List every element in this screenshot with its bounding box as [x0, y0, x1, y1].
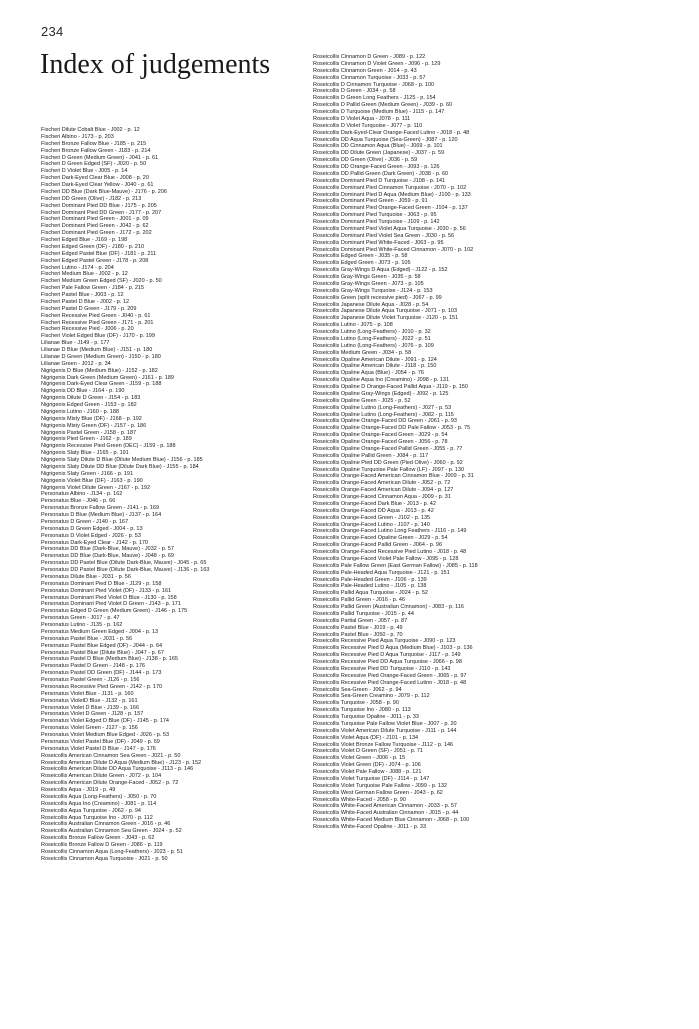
index-entry: Roseicollis Japanese Dilute Violet Turquoise - J120 - p. 151 — [313, 315, 459, 322]
index-entry: Roseicollis Lutino (Long-Feathers) - J010 - p. 32 — [313, 329, 431, 335]
index-entry: Nigrigenis Pastel Green - J158 - p. 187 — [41, 429, 137, 436]
index-entry: Personatus Dominant Pied Violet D Blue - J130 - p. 158 — [41, 594, 177, 601]
index-entry: Roseicollis Recessive Pied Aqua Turquoise - J090 - p. 123 — [313, 638, 456, 645]
index-entry: Lilianae Blue - J149 - p. 177 — [41, 340, 110, 347]
index-entry: Roseicollis Violet Pale Fallow - J088 - p. 121 — [313, 769, 422, 775]
index-entry: Roseicollis Opaline Orange-Faced DD Green - J061 - p. 93 — [313, 418, 457, 425]
index-entry: Personatus Violet Medium Blue Edged - J026 - p. 53 — [41, 732, 170, 738]
index-entry: Fischeri DD Green (Olive) - J182 - p. 213 — [41, 195, 142, 202]
index-entry: Roseicollis Dominant Pied Cinnamon Turquoise - J070 - p. 102 — [313, 184, 467, 191]
index-entry: Personatus D Green Edged - J004 - p. 13 — [41, 525, 143, 532]
index-entry: Roseicollis Edged Green - J035 - p. 58 — [313, 253, 408, 260]
index-entry: Roseicollis Orange-Faced DD Aqua - J013 - p. 42 — [313, 507, 434, 514]
index-entry: Roseicollis Gray-Wings Turquoise - J124 - p. 153 — [313, 287, 433, 294]
index-entry: Roseicollis Opaline D Orange-Faced Pallid Aqua - J119 - p. 150 — [313, 384, 468, 390]
index-entry: Fischeri Recessive Pied Green - J040 - p. 61 — [41, 312, 151, 319]
index-entry: Roseicollis Pastel Blue - J050 - p. 70 — [313, 631, 403, 638]
index-entry: Roseicollis Gray-Wings D Aqua (Edged) - J122 - p. 152 — [313, 267, 448, 274]
index-entry: Roseicollis Pale-Headed Aqua Turquoise - J121 - p. 151 — [313, 569, 450, 576]
index-entry: Roseicollis Medium Green - J034 - p. 58 — [313, 349, 412, 356]
index-entry: Roseicollis Violet American Dilute Turquoise - J111 - p. 144 — [313, 727, 457, 734]
index-entry: Roseicollis Opaline American Dilute - J118 - p. 150 — [313, 363, 437, 370]
index-entry: Roseicollis American Dilute DD Aqua Turquoise - J113 - p. 146 — [41, 766, 194, 773]
index-entry: Fischeri Bronze Fallow Blue - J185 - p. 215 — [41, 140, 147, 147]
index-entry: Roseicollis Cinnamon Aqua (Long-Feathers) - J023 - p. 51 — [41, 848, 183, 855]
index-entry: Roseicollis Aqua - J019 - p. 49 — [41, 787, 116, 793]
index-entry: Roseicollis Aqua (Long-Feathers) - J050 - p. 70 — [41, 793, 157, 800]
index-entry: Roseicollis White-Faced American Cinnamon - J033 - p. 57 — [313, 803, 457, 810]
index-entry: Roseicollis Orange-Faced American Dilute - J052 - p. 72 — [313, 480, 451, 487]
index-entry: Roseicollis D Pallid Green (Medium Green) - J039 - p. 60 — [313, 102, 453, 109]
index-entry: Roseicollis DD Cinnamon Aqua (Blue) - J069 - p. 101 — [313, 143, 443, 150]
index-entry: Nigrigenis Slaty Blue - J165 - p. 191 — [41, 450, 129, 457]
index-entry: Fischeri Dominant Pied DD Green - J177 - p. 207 — [41, 209, 162, 216]
index-entry: Lilianae Green - J012 - p. 34 — [41, 360, 111, 367]
index-entry: Roseicollis Orange-Faced American Dilute - J094 - p. 127 — [313, 487, 454, 494]
index-entry: Personatus Pastel Blue (Dilute Blue) - J047 - p. 67 — [41, 649, 164, 656]
index-entry: Roseicollis American Dilute D Aqua (Medium Blue) - J123 - p. 152 — [41, 759, 202, 766]
index-entry: Fischeri Edged Pastel Blue (DF) - J181 - p. 211 — [41, 250, 157, 257]
index-entry: Roseicollis Recessive Pied Orange-Faced Lutino - J018 - p. 48 — [313, 679, 467, 686]
index-entry: Roseicollis Opaline Pied DD Green (Pied Olive) - J060 - p. 92 — [313, 459, 463, 466]
index-entry: Fischeri Dark-Eyed Clear Blue - J008 - p. 20 — [41, 175, 149, 182]
index-entry: Roseicollis Japanese Dilute Aqua - J028 - p. 54 — [313, 301, 429, 308]
index-entry: Roseicollis Opaline Lutino (Long-Feathers) - J082 - p. 115 — [313, 411, 454, 418]
index-entry: Roseicollis Opaline Gray-Wings (Edged) - J092 - p. 125 — [313, 390, 449, 397]
index-entry: Fischeri Pastel D Blue - J002 - p. 12 — [41, 298, 130, 305]
index-entry: Roseicollis White-Faced - J058 - p. 90 — [313, 796, 406, 803]
index-entry: Roseicollis Dominant Pied White-Faced - J063 - p. 95 — [313, 239, 444, 246]
index-entry: Fischeri Pale Fallow Green - J184 - p. 215 — [41, 285, 145, 292]
index-entry: Personatus Violet D Green - J128 - p. 157 — [41, 711, 144, 718]
index-entry: Fischeri Bronze Fallow Green - J183 - p. 214 — [41, 147, 151, 154]
index-entry: Roseicollis American Dilute Green - J072 - p. 104 — [41, 773, 162, 780]
index-entry: Roseicollis Pale-Headed Lutino - J105 - p. 138 — [313, 583, 427, 590]
index-entry: Roseicollis DD Green (Olive) - J036 - p. 59 — [313, 157, 418, 164]
index-entry: Fischeri Pastel D Green - J179 - p. 209 — [41, 305, 137, 312]
index-entry: Roseicollis Cinnamon D Violet Green - J096 - p. 129 — [313, 60, 441, 67]
index-entry: Fischeri Recessive Pied - J006 - p. 20 — [41, 326, 134, 333]
index-entry: Roseicollis White-Faced Australian Cinnamon - J015 - p. 44 — [313, 810, 459, 817]
index-entry: Personatus DD Blue (Dark-Blue, Mauve) - J048 - p. 69 — [41, 553, 174, 560]
index-entry: Personatus Violet Green - J127 - p. 156 — [41, 725, 138, 732]
index-entry: Roseicollis Recessive Pied D Aqua Turquoise - J117 - p. 149 — [313, 652, 461, 659]
index-entry: Roseicollis Gray-Wings Green - J035 - p. 58 — [313, 274, 421, 280]
index-entry: Roseicollis DD Pallid Green (Dark Green) - J038 - p. 60 — [313, 170, 449, 177]
index-entry: Roseicollis Australian Cinnamon Green - J016 - p. 46 — [41, 821, 171, 828]
index-entry: Nigrigenis Slaty Dilute DD Blue (Dilute Dark Blue) - J155 - p. 184 — [41, 463, 199, 470]
index-entry: Personatus Pastel Green - J126 - p. 156 — [41, 677, 140, 683]
index-entry: Roseicollis Edged Green - J073 - p. 105 — [313, 260, 411, 267]
index-entry: Personatus Violet Pastel Blue (DF) - J049 - p. 69 — [41, 738, 160, 745]
index-entry: Roseicollis Orange-Faced Green - J102 - p. 135 — [313, 514, 431, 521]
index-entry: Roseicollis D Turquoise (Medium Blue) - J115 - p. 147 — [313, 109, 445, 115]
index-entry: Roseicollis Turquoise Ino - J080 - p. 113 — [313, 707, 411, 714]
index-entry: Roseicollis Aqua Turquoise Ino - J070 - p. 112 — [41, 814, 153, 821]
index-entry: Personatus Albino - J134 - p. 162 — [41, 491, 123, 498]
index-entry: Lilianae D Blue (Medium Blue) - J151 - p. 180 — [41, 347, 153, 353]
index-entry: Roseicollis Australian Cinnamon Sea Green - J024 - p. 52 — [41, 828, 182, 835]
index-entry: Roseicollis Opaline Turquoise Pale Fallow (LF) - J097 - p. 130 — [313, 466, 465, 473]
index-entry: Roseicollis Orange-Faced Pallid Green - J064 - p. 96 — [313, 542, 443, 549]
page-title: Index of judgements — [40, 49, 271, 80]
index-entry: Fischeri Edged Green (DF) - J180 - p. 210 — [41, 243, 145, 250]
index-entry: Personatus Bronze Fallow Green - J141 - p. 169 — [41, 505, 160, 512]
index-entry: Fischeri Dominant Pied Green - J172 - p. 202 — [41, 230, 152, 237]
index-entry: Roseicollis DD Orange-Faced Green - J093 - p. 126 — [313, 164, 440, 170]
index-entry: Fischeri Dark-Eyed Clear Yellow - J040 - p. 61 — [41, 182, 154, 188]
page-number: 234 — [41, 24, 64, 39]
index-entry: Fischeri Lutino - J174 - p. 204 — [41, 264, 114, 271]
index-entry: Personatus DD Pastel Blue (Dilute Dark-Blue, Mauve) - J045 - p. 65 — [41, 560, 207, 567]
index-entry: Personatus DD Blue (Dark-Blue, Mauve) - J032 - p. 57 — [41, 546, 174, 553]
index-entry: Roseicollis D Violet Aqua - J078 - p. 111 — [313, 115, 411, 122]
index-entry: Fischeri Medium Blue - J002 - p. 12 — [41, 271, 128, 278]
index-entry: Roseicollis D Green - J034 - p. 58 — [313, 88, 396, 95]
index-entry: Nigrigenis Edged Green - J153 - p. 182 — [41, 402, 137, 408]
index-entry: Roseicollis Violet Green - J006 - p. 15 — [313, 755, 406, 762]
index-entry: Roseicollis Violet Turquoise Pale Fallow - J099 - p. 132 — [313, 782, 448, 789]
index-entry: Personatus Pastel DD Green (DF) - J144 - p. 173 — [41, 670, 162, 677]
index-entry: Roseicollis Sea-Green - J062 - p. 94 — [313, 686, 402, 693]
index-entry: Personatus Violet Pastel D Blue - J147 - p. 176 — [41, 745, 156, 752]
index-entry: Roseicollis Opaline Orange-Faced Pallid Green - J055 - p. 77 — [313, 445, 463, 452]
index-entry: Personatus Violet Edged D Blue (DF) - J145 - p. 174 — [41, 718, 169, 725]
index-entry: Personatus Pastel Blue Edged (DF) - J044 - p. 64 — [41, 642, 163, 649]
index-entry: Nigrigenis Pied Green - J162 - p. 189 — [41, 436, 132, 443]
index-entry: Roseicollis American Cinnamon Sea Green - J021 - p. 50 — [41, 752, 181, 759]
index-entry: Roseicollis D Violet Turquoise - J077 - p. 110 — [313, 122, 423, 129]
index-entry: Roseicollis Orange-Faced American Cinnamon Blue - J009 - p. 31 — [313, 473, 474, 480]
index-entry: Roseicollis Violet Turquoise (DF) - J114 - p. 147 — [313, 775, 430, 782]
index-entry: Roseicollis Cinnamon Green - J014 - p. 43 — [313, 67, 417, 74]
index-entry: Personatus Pastel D Blue (Medium Blue) - J138 - p. 165 — [41, 656, 178, 663]
index-entry: Roseicollis D Cinnamon Turquoise - J068 - p. 100 — [313, 81, 435, 88]
index-entry: Nigrigenis Dilute D Green - J154 - p. 183 — [41, 395, 141, 402]
index-entry: Personatus Lutino - J135 - p. 162 — [41, 622, 123, 628]
index-entry: Nigrigenis Violet Blue (DF) - J163 - p. 190 — [41, 477, 143, 484]
index-entry: Roseicollis Dominant Pied Turquoise - J063 - p. 95 — [313, 212, 437, 219]
index-entry: Nigrigenis Dark Green (Medium Green) - J161 - p. 189 — [41, 374, 174, 381]
index-entry: Roseicollis Japanese Dilute Aqua Turquoise - J071 - p. 103 — [313, 308, 458, 315]
index-entry: Nigrigenis Dark-Eyed Clear Green - J159 - p. 188 — [41, 381, 162, 388]
index-entry: Personatus Pastel Blue - J031 - p. 56 — [41, 635, 133, 642]
index-entry: Roseicollis Opaline Orange-Faced Green - J029 - p. 54 — [313, 432, 448, 439]
index-entry: Personatus Green - J017 - p. 47 — [41, 615, 120, 622]
index-entry: Roseicollis Turquoise Opaline - J011 - p. 33 — [313, 714, 419, 720]
index-entry: Personatus Dilute Blue - J031 - p. 56 — [41, 573, 131, 580]
index-entry: Roseicollis Opaline Orange-Faced Green - J056 - p. 78 — [313, 439, 448, 445]
index-entry: Fischeri Edged Blue - J169 - p. 198 — [41, 237, 128, 243]
index-entry: Fischeri D Green (Medium Green) - J041 - p. 61 — [41, 154, 159, 161]
index-entry: Roseicollis Orange-Faced Dark Blue - J013 - p. 42 — [313, 500, 436, 507]
index-entry: Roseicollis Cinnamon Turquoise - J033 - p. 57 — [313, 74, 426, 81]
index-entry: Roseicollis Pale Fallow Green (East German Fallow) - J085 - p. 118 — [313, 562, 478, 569]
index-entry: Roseicollis Pale-Headed Green - J106 - p. 139 — [313, 576, 427, 583]
index-entry: Roseicollis Recessive Pied DD Aqua Turquoise - J066 - p. 98 — [313, 659, 462, 665]
index-entry: Roseicollis Pallid Aqua Turquoise - J024 - p. 52 — [313, 590, 428, 597]
index-entry: Personatus Dominant Pied D Blue - J129 - p. 158 — [41, 580, 162, 587]
index-entry: Roseicollis White-Faced Medium Blue Cinnamon - J068 - p. 100 — [313, 817, 470, 824]
index-entry: Roseicollis Bronze Fallow D Green - J086 - p. 119 — [41, 842, 163, 848]
index-entry: Personatus Blue - J046 - p. 66 — [41, 498, 116, 505]
index-entry: Fischeri Violet Edged Blue (DF) - J170 - p. 199 — [41, 333, 155, 340]
index-entry: Roseicollis Violet Green (DF) - J074 - p. 106 — [313, 762, 421, 769]
index-entry: Roseicollis American Dilute Orange-Faced - J052 - p. 72 — [41, 780, 179, 787]
index-entry: Roseicollis Opaline Aqua Ino (Creamino) - J098 - p. 131 — [313, 377, 450, 384]
index-entry: Roseicollis Orange-Faced Opaline Green - J029 - p. 54 — [313, 535, 448, 542]
index-entry: Nigrigenis Violet Dilute Green - J167 - p. 192 — [41, 484, 151, 491]
index-entry: Roseicollis Cinnamon Aqua Turquoise - J021 - p. 50 — [41, 855, 168, 862]
index-entry: Roseicollis Dominant Pied Violet Aqua Turquoise - J030 - p. 56 — [313, 225, 466, 232]
index-entry: Personatus VioletD Blue - J132 - p. 161 — [41, 697, 138, 704]
index-column-right — [313, 54, 671, 831]
index-entry: Fischeri Dominant Pied DD Blue - J175 - p. 205 — [41, 202, 157, 209]
index-entry: Roseicollis Opaline Orange-Faced DD Pale Fallow - J053 - p. 75 — [313, 425, 471, 432]
index-column-left — [41, 127, 299, 863]
index-entry: Roseicollis Orange-Faced Cinnamon Aqua - J009 - p. 31 — [313, 494, 451, 500]
index-entry: Fischeri Medium Green Edged (SF) - J020 - p. 50 — [41, 278, 162, 285]
index-entry: Roseicollis Opaline Aqua (Blue) - J054 - p. 76 — [313, 370, 424, 377]
index-entry: Roseicollis Lutino (Long-Feathers) - J076 - p. 109 — [313, 342, 434, 349]
index-entry: Roseicollis Violet Aqua (DF) - J101 - p. 134 — [313, 734, 419, 741]
index-entry: Personatus D Violet Edged - J026 - p. 53 — [41, 532, 141, 539]
index-entry: Roseicollis Dominant Pied White-Faced Cinnamon - J070 - p. 102 — [313, 246, 474, 253]
index-entry: Roseicollis DD Dilute Green (Japanese) - J037 - p. 59 — [313, 150, 445, 157]
index-entry: Nigrigenis Slaty Dilute D Blue (Dilute Medium Blue) - J156 - p. 185 — [41, 457, 203, 463]
index-entry: Personatus Medium Green Edged - J004 - p. 13 — [41, 628, 159, 635]
index-entry: Roseicollis Pallid Green (Australian Cinnamon) - J083 - p. 116 — [313, 604, 464, 610]
index-entry: Roseicollis Recessive Pied DD Turquoise - J110 - p. 143 — [313, 665, 451, 672]
index-entry: Roseicollis Dominant Pied Orange-Faced Green - J104 - p. 137 — [313, 205, 468, 212]
index-entry: Personatus Edged D Green (Medium Green) - J146 - p. 175 — [41, 608, 188, 615]
index-entry: Fischeri DD Blue (Dark Blue-Mauve) - J176 - p. 206 — [41, 188, 167, 195]
index-entry: Roseicollis Dominant Pied Green - J059 - p. 91 — [313, 198, 428, 205]
index-entry: Roseicollis West German Fallow Green - J043 - p. 62 — [313, 789, 443, 796]
index-entry: Fischeri D Green Edged (SF) - J020 - p. 50 — [41, 161, 147, 168]
index-entry: Nigrigenis DD Blue - J164 - p. 190 — [41, 388, 125, 395]
index-entry: Roseicollis Bronze Fallow Green - J043 - p. 62 — [41, 835, 155, 842]
index-entry: Roseicollis Pallid Turquoise - J015 - p. 44 — [313, 610, 414, 617]
index-entry: Roseicollis Pallid Green - J016 - p. 46 — [313, 597, 406, 604]
index-entry: Roseicollis Green (split recessive pied) - J067 - p. 99 — [313, 294, 442, 301]
index-entry: Roseicollis Recessive Pied Orange-Faced Green - J065 - p. 97 — [313, 672, 467, 679]
index-entry: Fischeri Albino - J173 - p. 203 — [41, 133, 114, 140]
index-entry: Roseicollis Turquoise Pale Fallow Violet Blue - J007 - p. 20 — [313, 720, 457, 727]
index-entry: Roseicollis Violet D Green (SF) - J051 - p. 71 — [313, 748, 423, 755]
index-entry: Personatus Pastel D Green - J148 - p. 176 — [41, 663, 145, 670]
index-entry: Roseicollis Gray-Wings Green - J073 - p. 105 — [313, 280, 424, 287]
index-entry: Personatus Dominant Pied Violet (DF) - J133 - p. 161 — [41, 587, 172, 594]
index-entry: Fischeri Recessive Pied Green - J171 - p. 201 — [41, 319, 154, 326]
index-entry: Fischeri Dilute Cobalt Blue - J002 - p. 12 — [41, 127, 140, 133]
index-entry: Roseicollis Dominant Pied D Turquoise - J108 - p. 141 — [313, 177, 446, 184]
index-entry: Fischeri Dominant Pied Green - J042 - p. 62 — [41, 223, 149, 230]
index-entry: Roseicollis Orange-Faced Violet Pale Fallow - J095 - p. 128 — [313, 555, 459, 562]
index-entry: Roseicollis Turquoise - J058 - p. 90 — [313, 700, 399, 707]
index-entry: Roseicollis Partial Green - J057 - p. 87 — [313, 617, 408, 624]
index-entry: Personatus Dominant Pied Violet D Green - J143 - p. 171 — [41, 601, 181, 608]
index-entry: Nigrigenis Misty Green (DF) - J157 - p. 186 — [41, 422, 147, 429]
index-entry: Personatus Dark-Eyed Clear - J142 - p. 170 — [41, 539, 148, 546]
index-entry: Roseicollis Orange-Faced Recessive Pied Lutino - J018 - p. 48 — [313, 549, 467, 555]
index-entry: Fischeri Pastel Blue - J003 - p. 12 — [41, 292, 124, 298]
index-entry: Roseicollis DD Aqua Turquoise (Sea-Green) - J087 - p. 120 — [313, 136, 458, 143]
index-entry: Fischeri Dominant Pied Green - J001 - p. 09 — [41, 216, 149, 223]
index-entry: Roseicollis Opaline Green - J025 - p. 52 — [313, 397, 411, 404]
index-entry: Roseicollis White-Faced Opaline - J011 - p. 33 — [313, 824, 427, 830]
index-entry: Nigrigenis Misty Blue (DF) - J168 - p. 192 — [41, 415, 142, 422]
index-entry: Personatus Violet Blue - J131 - p. 160 — [41, 690, 134, 697]
index-entry: Roseicollis Opaline Lutino (Long-Feathers) - J027 - p. 53 — [313, 404, 452, 411]
index-entry: Personatus Recessive Pied Green - J142 - p. 170 — [41, 683, 163, 690]
index-entry: Roseicollis Opaline Pallid Green - J084 - p. 117 — [313, 452, 429, 459]
index-entry: Roseicollis Dominant Pied Turquoise - J109 - p. 142 — [313, 219, 440, 225]
index-entry: Roseicollis Sea-Green Creamino - J079 - p. 112 — [313, 693, 430, 700]
index-entry: Roseicollis Dominant Pied Violet Sea Green - J030 - p. 56 — [313, 232, 455, 239]
index-entry: Roseicollis Dark-Eyed-Clear Orange-Faced Lutino - J018 - p. 48 — [313, 129, 470, 136]
index-entry: Roseicollis D Green Long Feathers - J125 - p. 154 — [313, 95, 436, 102]
index-entry: Personatus D Green - J140 - p. 167 — [41, 518, 129, 525]
index-entry: Fischeri D Violet Blue - J005 - p. 14 — [41, 168, 128, 175]
index-entry: Roseicollis Recessive Pied D Aqua (Medium Blue) - J103 - p. 136 — [313, 645, 473, 652]
index-entry: Roseicollis Aqua Turquoise - J062 - p. 94 — [41, 807, 141, 814]
index-entry: Lilianae D Green (Medium Green) - J150 - p. 180 — [41, 353, 161, 360]
index-entry: Personatus D Blue (Medium Blue) - J137 - p. 164 — [41, 512, 162, 518]
index-entry: Roseicollis Lutino (Long-Feathers) - J022 - p. 51 — [313, 335, 431, 342]
index-entry: Nigrigenis Lutino - J160 - p. 188 — [41, 408, 119, 415]
index-entry: Nigrigenis D Blue (Medium Blue) - J152 - p. 182 — [41, 367, 158, 374]
index-entry: Personatus Violet D Blue - J139 - p. 166 — [41, 704, 140, 711]
index-entry: Nigrigenis Recessive Pied Green (DEC) - J159 - p. 188 — [41, 443, 176, 450]
index-entry: Fischeri Edged Pastel Green - J178 - p. 208 — [41, 257, 149, 264]
index-entry: Roseicollis Orange-Faced Lutino Long Feathers - J116 - p. 149 — [313, 528, 467, 535]
index-entry: Nigrigenis Slaty Green - J166 - p. 191 — [41, 470, 134, 477]
index-entry: Roseicollis Aqua Ino (Creamino) - J081 - p. 114 — [41, 800, 157, 807]
index-entry: Roseicollis Dominant Pied D Aqua (Medium Blue) - J100 - p. 133 — [313, 191, 471, 198]
index-entry: Roseicollis Pastel Blue - J019 - p. 49 — [313, 624, 403, 631]
index-entry: Roseicollis Opaline American Dilute - J091 - p. 124 — [313, 356, 437, 363]
index-entry: Roseicollis Orange-Faced Lutino - J107 - p. 140 — [313, 521, 430, 528]
index-entry: Roseicollis Cinnamon D Green - J089 - p. 122 — [313, 54, 426, 60]
index-entry: Roseicollis Lutino - J075 - p. 108 — [313, 322, 393, 329]
index-entry: Personatus DD Pastel Blue (Dilute Dark-Blue, Mauve) - J136 - p. 163 — [41, 567, 210, 573]
index-entry: Roseicollis Violet Bronze Fallow Turquoise - J112 - p. 146 — [313, 741, 454, 748]
